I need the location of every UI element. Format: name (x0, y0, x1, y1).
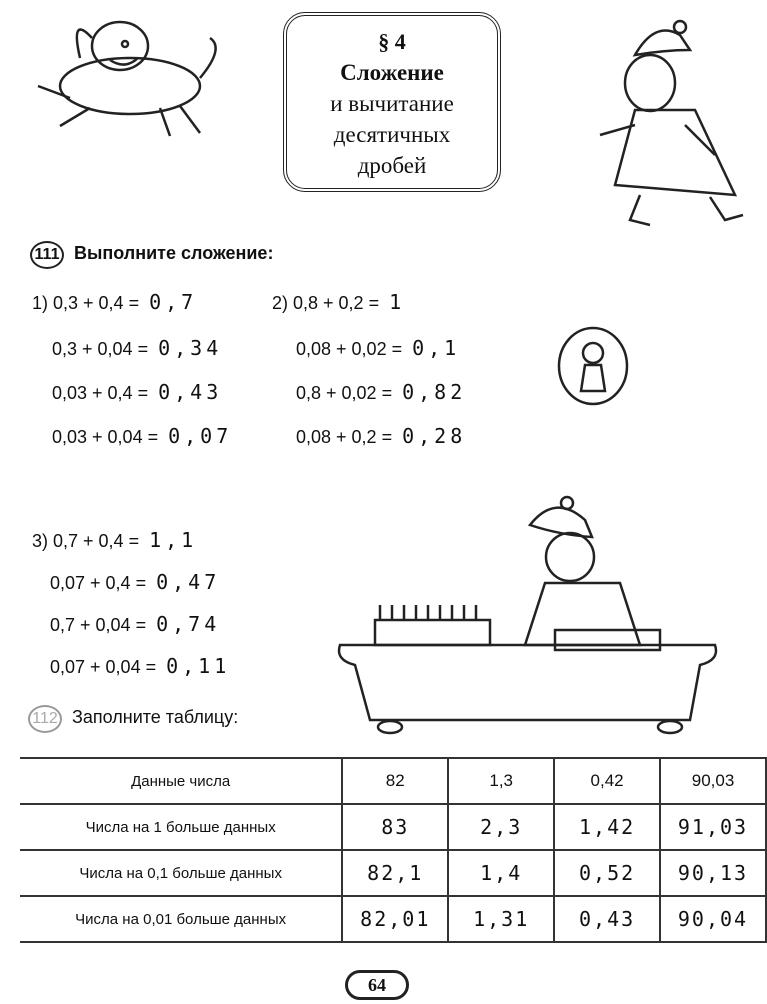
equation (32, 528, 197, 552)
task-instruction: Заполните таблицу: (72, 707, 239, 727)
task-instruction: Выполните сложение: (74, 243, 274, 263)
handwritten-answer: 0,7 (149, 290, 198, 314)
handwritten-answer: 0,34 (158, 336, 223, 360)
table-row (20, 758, 766, 804)
row-label: Числа на 1 больше данных (20, 804, 342, 850)
table-cell: 90,13 (660, 850, 766, 896)
equation-expression: 0,03 + 0,04 = (52, 427, 159, 447)
table-row (20, 804, 766, 850)
table-row (20, 850, 766, 896)
row-label: Числа на 0,01 больше данных (20, 896, 342, 942)
equation (52, 380, 222, 404)
equation-expression: 2) 0,8 + 0,2 = (272, 293, 380, 313)
equation (52, 336, 222, 360)
handwritten-answer: 0,28 (402, 424, 467, 448)
table-row (20, 896, 766, 942)
equation-expression: 0,07 + 0,4 = (50, 573, 147, 593)
handwritten-answer: 0,43 (158, 380, 223, 404)
handwritten-answer: 0,07 (168, 424, 233, 448)
table-cell: 1,31 (448, 896, 554, 942)
handwritten-answer: 1 (389, 290, 406, 314)
equation (50, 570, 220, 594)
handwritten-answer: 0,11 (166, 654, 231, 678)
fill-in-table (20, 757, 767, 943)
table-cell: 0,43 (554, 896, 660, 942)
table-cell: 0,52 (554, 850, 660, 896)
task-111-heading (30, 241, 273, 269)
task-number: 111 (30, 241, 64, 269)
page-number: 64 (345, 970, 409, 1000)
child-with-bathtub-illustration (330, 495, 725, 740)
boy-badge-icon (555, 325, 631, 407)
table-cell: 0,42 (554, 758, 660, 804)
child-in-coat-illustration (595, 15, 765, 235)
handwritten-answer: 0,82 (402, 380, 467, 404)
table-cell: 90,04 (660, 896, 766, 942)
table-cell: 82,01 (342, 896, 448, 942)
handwritten-answer: 0,1 (412, 336, 461, 360)
section-number: § 4 (378, 29, 406, 54)
equation-expression: 3) 0,7 + 0,4 = (32, 531, 140, 551)
equation (296, 380, 466, 404)
table-cell: 1,42 (554, 804, 660, 850)
equation-expression: 0,08 + 0,2 = (296, 427, 393, 447)
equation-expression: 1) 0,3 + 0,4 = (32, 293, 140, 313)
table-cell: 90,03 (660, 758, 766, 804)
equation-expression: 0,08 + 0,02 = (296, 339, 403, 359)
equation (32, 290, 197, 314)
equation (52, 424, 232, 448)
table-cell: 2,3 (448, 804, 554, 850)
equation-expression: 0,07 + 0,04 = (50, 657, 157, 677)
equation-expression: 0,3 + 0,04 = (52, 339, 149, 359)
equation (296, 424, 466, 448)
table-cell: 83 (342, 804, 448, 850)
table-cell: 1,3 (448, 758, 554, 804)
table-cell: 91,03 (660, 804, 766, 850)
table-cell: 1,4 (448, 850, 554, 896)
handwritten-answer: 0,74 (156, 612, 221, 636)
row-label: Данные числа (20, 758, 342, 804)
equation (50, 612, 220, 636)
equation (296, 336, 460, 360)
handwritten-answer: 1,1 (149, 528, 198, 552)
task-112-heading (28, 705, 238, 733)
equation-expression: 0,03 + 0,4 = (52, 383, 149, 403)
equation-expression: 0,8 + 0,02 = (296, 383, 393, 403)
handwritten-answer: 0,47 (156, 570, 221, 594)
dog-illustration (30, 8, 230, 143)
section-title-line: Сложение (340, 60, 444, 85)
table-cell: 82,1 (342, 850, 448, 896)
equation (50, 654, 230, 678)
equation (272, 290, 405, 314)
section-title-line: и вычитание (330, 91, 454, 116)
task-number: 112 (28, 705, 62, 733)
section-title-line: дробей (357, 153, 427, 178)
section-title-box (283, 12, 501, 192)
section-title-line: десятичных (333, 122, 451, 147)
row-label: Числа на 0,1 больше данных (20, 850, 342, 896)
equation-expression: 0,7 + 0,04 = (50, 615, 147, 635)
table-cell: 82 (342, 758, 448, 804)
